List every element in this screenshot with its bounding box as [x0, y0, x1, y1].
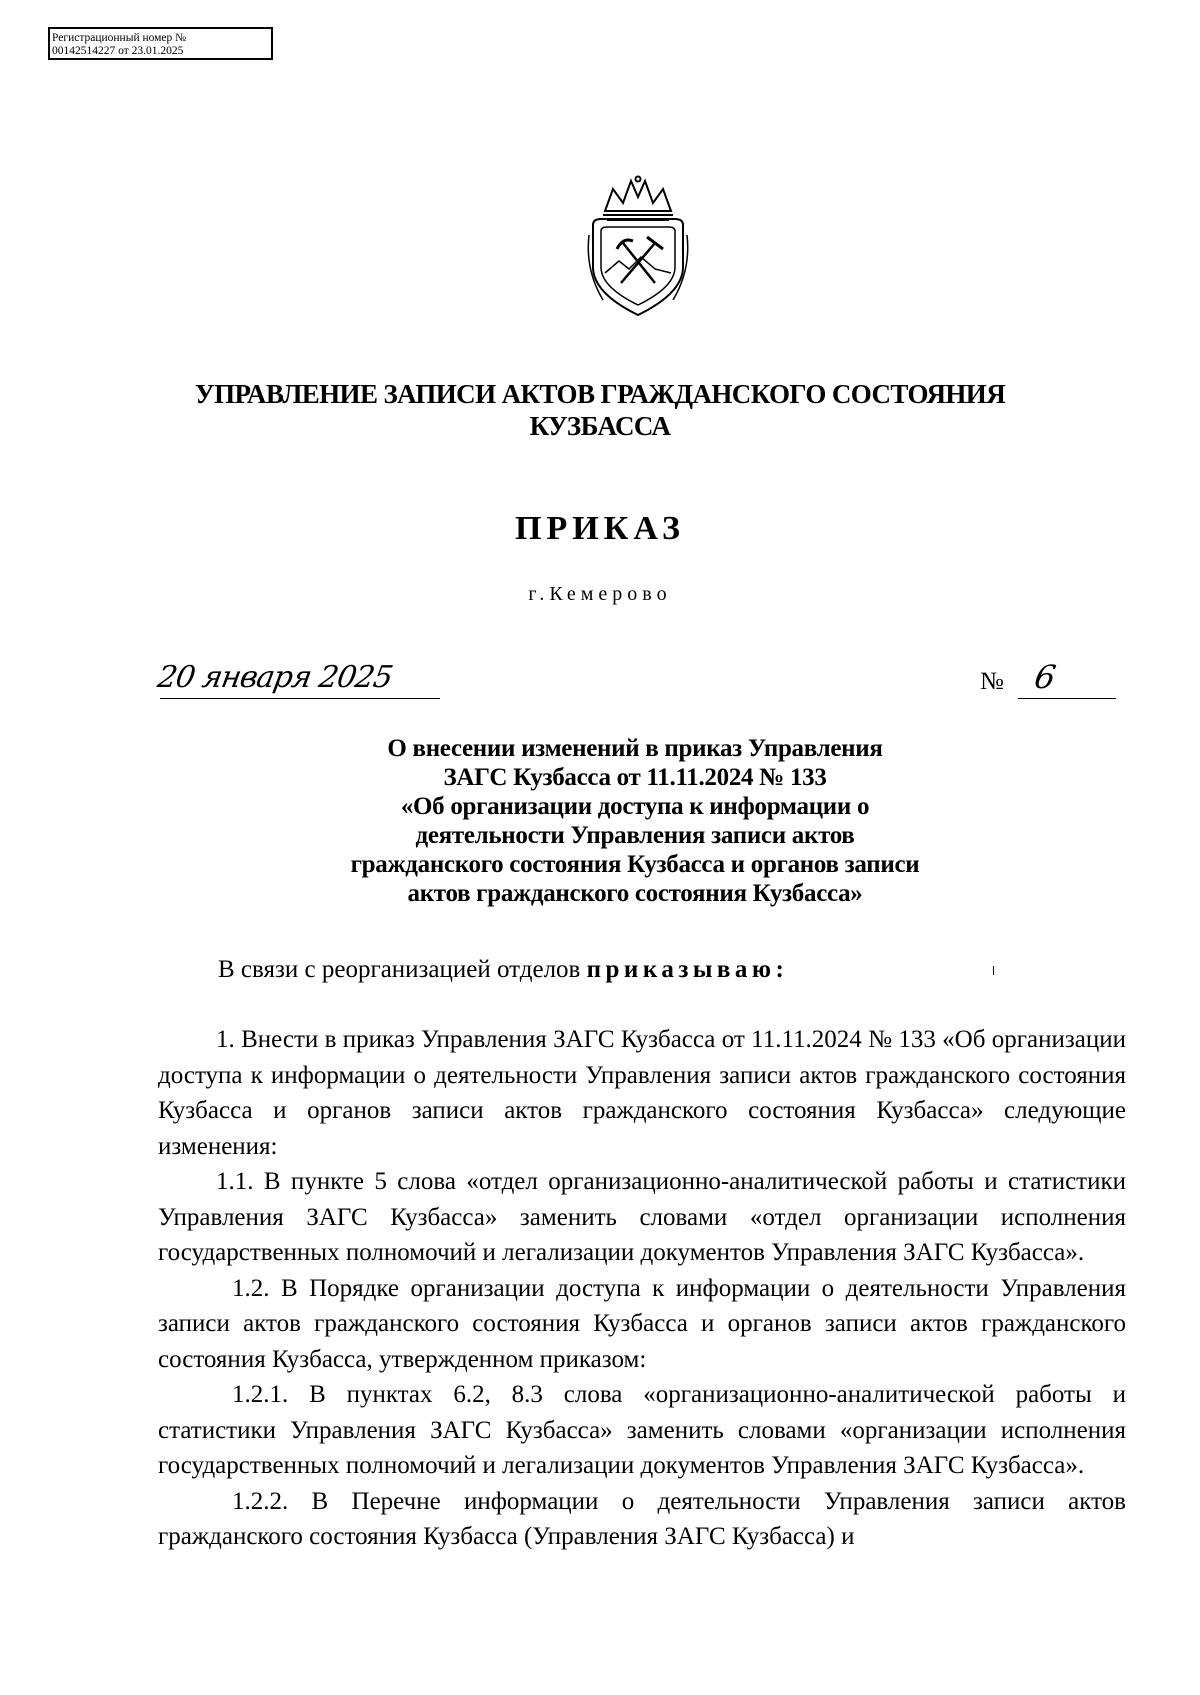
organization-title [100, 378, 1100, 442]
number-label: № [980, 668, 1004, 695]
registration-number: 00142514227 от 23.01.2025 [52, 45, 184, 57]
date-underline [160, 698, 440, 699]
registration-stamp [48, 27, 273, 60]
document-type: ПРИКАЗ [515, 510, 685, 547]
subject-line: ЗАГС Кузбасса от 11.11.2024 № 133 [443, 764, 827, 791]
kuzbass-coat-of-arms-icon [583, 175, 693, 320]
paragraph-1: 1. Внести в приказ Управления ЗАГС Кузбасса от 11.11.2024 № 133 «Об организации доступа к информации о деятельности Управления записи актов гражданского состояния Кузбасса и органов записи актов гражданского состояния Кузбасса» следующие изменения: [158, 1026, 1126, 1160]
organization-title-line2: КУЗБАССА [529, 411, 671, 441]
subject-line: гражданского состояния Кузбасса и органов записи [350, 851, 920, 878]
subject-line: актов гражданского состояния Кузбасса» [407, 880, 863, 907]
subject-line: «Об организации доступа к информации о [400, 793, 870, 820]
scan-mark [993, 966, 994, 975]
number-underline [1018, 698, 1116, 699]
paragraph-1-2-2: 1.2.2. В Перечне информации о деятельности Управления записи актов гражданского состояния Кузбасса (Управления ЗАГС Кузбасса) и [158, 1487, 1126, 1550]
document-city: г.Кемерово [528, 583, 672, 605]
organization-title-line1: УПРАВЛЕНИЕ ЗАПИСИ АКТОВ ГРАЖДАНСКОГО СОСТОЯНИЯ [194, 379, 1006, 409]
order-intro [218, 956, 788, 984]
order-subject [300, 734, 970, 908]
order-body [158, 1022, 1126, 1555]
subject-line: О внесении изменений в приказ Управления [387, 735, 883, 762]
registration-label: Регистрационный номер № [52, 32, 187, 44]
paragraph-1-2: 1.2. В Порядке организации доступа к информации о деятельности Управления записи актов гражданского состояния Кузбасса и органов записи актов гражданского состояния Кузбасса, утвержденном приказом: [158, 1274, 1126, 1373]
intro-text: В связи с реорганизацией отделов [218, 956, 587, 983]
paragraph-1-1: 1.1. В пункте 5 слова «отдел организационно-аналитической работы и статистики Управления ЗАГС Кузбасса» заменить словами «отдел организации исполнения государственных полномочий и легализации документов Управления ЗАГС Кузбасса». [158, 1168, 1126, 1266]
paragraph-1-2-1: 1.2.1. В пунктах 6.2, 8.3 слова «организационно-аналитической работы и статистики Управления ЗАГС Кузбасса» заменить словами «организации исполнения государственных полномочий и легализации документов Управления ЗАГС Кузбасса». [158, 1381, 1126, 1479]
handwritten-date: 20 января 2025 [154, 660, 395, 695]
handwritten-number: 6 [1031, 658, 1059, 696]
intro-emphasis: приказываю: [586, 956, 789, 983]
subject-line: деятельности Управления записи актов [415, 822, 855, 849]
